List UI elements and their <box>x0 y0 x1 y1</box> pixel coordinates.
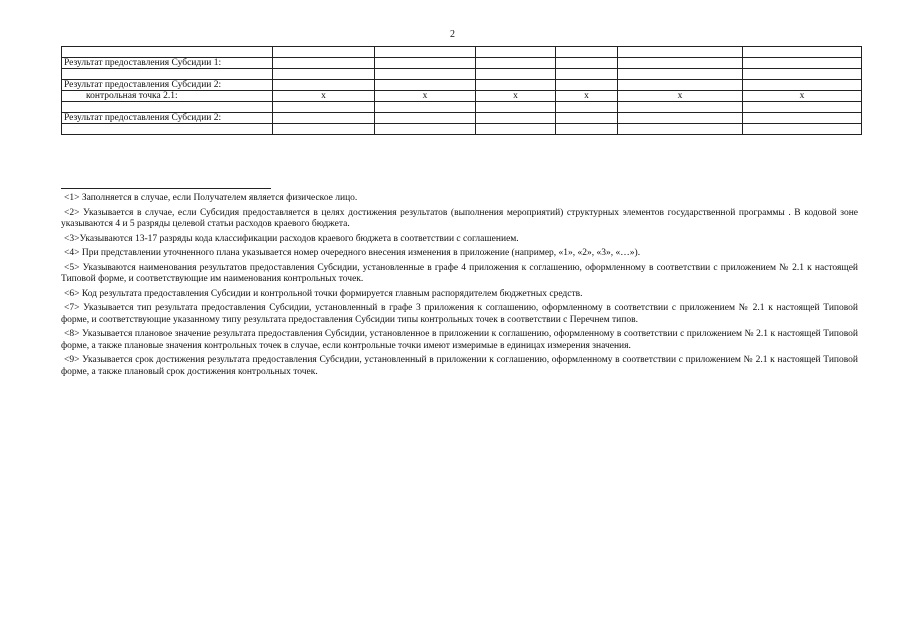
table-cell: х <box>476 91 556 102</box>
table-cell <box>556 47 618 58</box>
table-cell <box>375 58 476 69</box>
page-number: 2 <box>450 29 455 40</box>
table-row <box>62 47 862 58</box>
footnote-8: <8> Указывается плановое значение результата предоставления Субсидии, установленное в приложении к соглашению, оформленному в соответствии с приложением № 2.1 к настоящей Типовой форме, а также плановые значения контрольных точек в случае, если контрольные точки имеют измеримые в единицах измерения значения. <box>61 329 858 351</box>
table-cell <box>375 80 476 91</box>
table-row <box>62 69 862 80</box>
row-label: Результат предоставления Субсидии 2: <box>62 113 273 124</box>
footnote-1: <1> Заполняется в случае, если Получателем является физическое лицо. <box>64 193 358 203</box>
table-cell <box>476 124 556 135</box>
footnote-5: <5> Указываются наименования результатов предоставления Субсидии, установленные в графе 4 приложения к соглашению, оформленному в соответствии с приложением № 2.1 к настоящей Типовой форме, и соответствующие им наименования контрольных точек. <box>61 262 858 284</box>
row-label <box>62 124 273 135</box>
table-cell <box>375 124 476 135</box>
row-label: Результат предоставления Субсидии 1: <box>62 58 273 69</box>
table-cell: х <box>273 91 375 102</box>
table-cell <box>273 47 375 58</box>
table-cell <box>743 47 862 58</box>
table-cell <box>273 102 375 113</box>
row-label: контрольная точка 2.1: <box>62 91 273 102</box>
table-cell <box>556 124 618 135</box>
table-row <box>62 124 862 135</box>
table-cell <box>375 69 476 80</box>
table-cell <box>618 47 743 58</box>
table-cell <box>618 69 743 80</box>
table-cell <box>556 102 618 113</box>
table-row <box>62 58 862 69</box>
table-cell <box>618 58 743 69</box>
table-cell <box>273 58 375 69</box>
table-cell <box>476 47 556 58</box>
table-cell <box>618 102 743 113</box>
table-cell <box>743 113 862 124</box>
table-cell <box>476 102 556 113</box>
table-cell: х <box>618 91 743 102</box>
table-cell <box>743 58 862 69</box>
table-cell <box>618 80 743 91</box>
table-row <box>62 113 862 124</box>
row-label <box>62 102 273 113</box>
table-row <box>62 91 862 102</box>
table-cell: х <box>743 91 862 102</box>
table-cell <box>273 80 375 91</box>
table-cell <box>618 113 743 124</box>
table-cell <box>476 113 556 124</box>
table-cell <box>743 124 862 135</box>
table-row <box>62 102 862 113</box>
row-label <box>62 69 273 80</box>
table-cell <box>375 47 476 58</box>
footnotes <box>61 193 858 381</box>
table-cell <box>476 69 556 80</box>
table-cell: х <box>556 91 618 102</box>
table-cell <box>375 113 476 124</box>
table-cell <box>556 80 618 91</box>
table-cell <box>476 58 556 69</box>
row-label: Результат предоставления Субсидии 2: <box>62 80 273 91</box>
table-cell: х <box>375 91 476 102</box>
table-cell <box>476 80 556 91</box>
table-row <box>62 80 862 91</box>
table-cell <box>273 69 375 80</box>
table-cell <box>743 102 862 113</box>
table-cell <box>273 113 375 124</box>
row-label <box>62 47 273 58</box>
footnote-divider <box>61 188 271 189</box>
table-cell <box>556 58 618 69</box>
table-cell <box>618 124 743 135</box>
results-table <box>61 46 862 135</box>
footnote-4: <4> При представлении уточненного плана указывается номер очередного внесения изменения в приложение (например, «1», «2», «3», «…»). <box>64 248 641 258</box>
table-cell <box>743 69 862 80</box>
table-cell <box>556 113 618 124</box>
table-cell <box>556 69 618 80</box>
footnote-7: <7> Указывается тип результата предоставления Субсидии, установленный в графе 3 приложения к соглашению, оформленному в соответствии с приложением № 2.1 к настоящей Типовой форме, и соответствующие указанному типу результата предоставления Субсидии типы контрольных точек в соответствии с Перечнем типов. <box>61 303 858 325</box>
table-cell <box>743 80 862 91</box>
footnote-9: <9> Указывается срок достижения результата предоставления Субсидии, установленный в приложении к соглашению, оформленному в соответствии с приложением № 2.1 к настоящей Типовой форме, а также плановый срок достижения контрольных точек. <box>61 355 858 377</box>
table-cell <box>375 102 476 113</box>
footnote-6: <6> Код результата предоставления Субсидии и контрольной точки формируется главным распорядителем бюджетных средств. <box>64 288 583 299</box>
footnote-2: <2> Указывается в случае, если Субсидия предоставляется в целях достижения результатов (выполнения мероприятий) структурных элементов государственной программы . В кодовой зоне указываются 4 и 5 разряды целевой статьи расходов краевого бюджета. <box>61 207 858 229</box>
table-cell <box>273 124 375 135</box>
footnote-3: <3>Указываются 13-17 разряды кода классификации расходов краевого бюджета в соответствии с соглашением. <box>64 233 519 244</box>
